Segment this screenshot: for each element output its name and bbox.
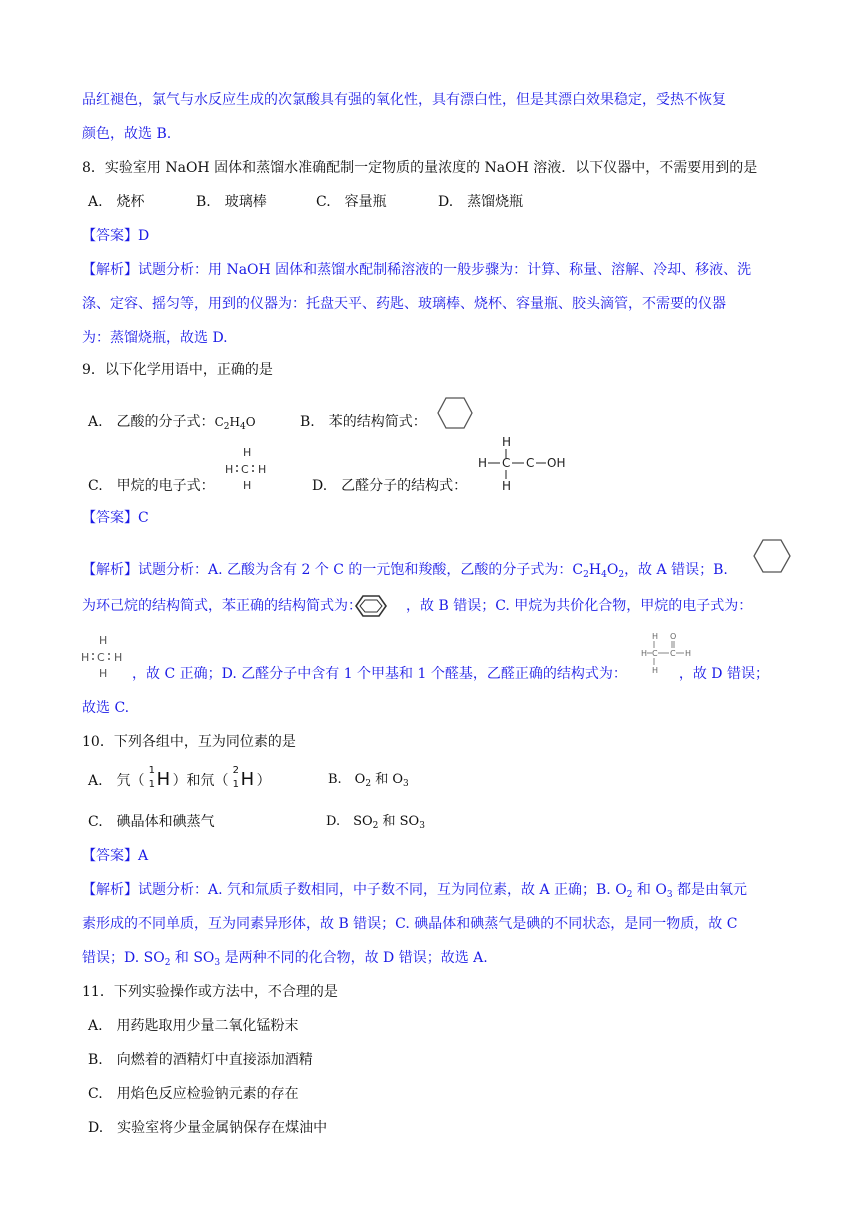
q9-explanation-line: ，故 C 正确；D. 乙醛分子中含有 1 个甲基和 1 个醛基，乙醛正确的结构式为： ，故 D 错误； xyxy=(132,666,769,682)
q9-option-a xyxy=(88,412,256,432)
q8-answer: 【答案】D xyxy=(82,228,150,244)
benzene-icon xyxy=(354,594,388,618)
atom-h: H xyxy=(243,479,252,492)
q11-option-d: D. 实验室将少量金属钠保存在煤油中 xyxy=(88,1120,328,1136)
question-10: 10．下列各组中，互为同位素的是 xyxy=(82,734,296,750)
q10-explanation-line: 【解析】试题分析：A. 氕和氚质子数相同，中子数不同，互为同位素，故 A 正确；B. $O_2$ 和 $O_3$ 都是由氧元 xyxy=(82,882,747,900)
q9-option-a-label: A. 乙酸的分子式： xyxy=(88,414,215,430)
q9-option-c: C. 甲烷的电子式： xyxy=(88,478,215,494)
atom-h: H xyxy=(652,666,659,675)
q10-explanation-line: 素形成的不同单质，互为同素异形体，故 B 错误；C. 碘晶体和碘蒸气是碘的不同状态，是同一物质，故 C xyxy=(82,916,738,932)
acetaldehyde-structural-formula xyxy=(640,630,696,676)
atom-h: H xyxy=(243,446,252,459)
atom-h: H xyxy=(258,463,267,476)
atom-c: C xyxy=(526,456,535,470)
atom-o: O xyxy=(670,632,677,641)
q8-option-d: D. 蒸馏烧瓶 xyxy=(438,194,524,210)
formula: $C_2H_4O$ xyxy=(214,415,256,432)
atom-c: C xyxy=(241,463,249,476)
atom-h: H xyxy=(225,463,234,476)
atom-c: C xyxy=(502,456,511,470)
atom-h: H xyxy=(114,651,123,664)
atom-h: H xyxy=(81,651,90,664)
atom-h: H xyxy=(502,435,512,449)
group-oh: OH xyxy=(547,456,566,470)
q8-explanation-line: 涤、定容、摇匀等，用到的仪器为：托盘天平、药匙、玻璃棒、烧杯、容量瓶、胶头滴管，不需要的仪器 xyxy=(82,296,726,312)
atom-h: H xyxy=(99,667,108,680)
atom-h: H xyxy=(641,649,648,658)
atom-h: H xyxy=(502,479,512,493)
q11-option-a: A. 用药匙取用少量二氧化锰粉末 xyxy=(88,1018,299,1034)
structural-formula-d xyxy=(476,432,570,494)
q9-option-d: D. 乙醛分子的结构式： xyxy=(312,478,468,494)
q11-option-c: C. 用焰色反应检验钠元素的存在 xyxy=(88,1086,299,1102)
q8-option-b: B. 玻璃棒 xyxy=(196,194,267,210)
atom-h: H xyxy=(652,632,659,641)
q10-explanation-line: 错误；D. $SO_2$ 和 $SO_3$ 是两种不同的化合物，故 D 错误；故选 A. xyxy=(82,950,488,968)
q8-option-c: C. 容量瓶 xyxy=(316,194,387,210)
q9-option-b: B. 苯的结构简式： xyxy=(300,414,427,430)
atom-h: H xyxy=(478,456,488,470)
methane-electron-formula xyxy=(224,444,270,492)
methane-electron-formula xyxy=(80,632,126,680)
cyclohexane-icon xyxy=(436,396,474,430)
question-11: 11．下列实验操作或方法中，不合理的是 xyxy=(82,984,338,1000)
q8-explanation-line: 为：蒸馏烧瓶，故选 D. xyxy=(82,330,228,346)
atom-c: C xyxy=(652,649,658,658)
q10-option-b: B. $O_2$ 和 $O_3$ xyxy=(328,772,409,789)
cyclohexane-icon xyxy=(752,538,792,574)
isotope-h1: 1 1 H xyxy=(148,765,171,790)
question-9: 9．以下化学用语中，正确的是 xyxy=(82,362,273,378)
isotope-h2: 2 1 H xyxy=(232,765,255,790)
q11-option-b: B. 向燃着的酒精灯中直接添加酒精 xyxy=(88,1052,313,1068)
atom-c: C xyxy=(670,649,676,658)
question-8: 8．实验室用 NaOH 固体和蒸馏水准确配制一定物质的量浓度的 NaOH 溶液．以下仪器中，不需要用到的是 xyxy=(82,160,758,176)
atom-h: H xyxy=(99,634,108,647)
atom-h: H xyxy=(685,649,692,658)
q9-explanation-line: 故选 C. xyxy=(82,700,130,716)
q10-option-d: D. $SO_2$ 和 $SO_3$ xyxy=(326,814,425,831)
q9-explanation-line: 【解析】试题分析：A. 乙酸为含有 2 个 C 的一元饱和羧酸，乙酸的分子式为：$C_2H_4O_2$，故 A 错误；B. xyxy=(82,562,728,580)
q9-explanation-line: 为环己烷的结构简式，苯正确的结构简式为： ，故 B 错误；C. 甲烷为共价化合物，甲烷的电子式为： xyxy=(82,598,753,614)
explanation-line: 颜色，故选 B. xyxy=(82,126,172,142)
q10-option-a: A. 氕（ 1 1 H ）和氘（ 2 1 H ） xyxy=(88,766,271,796)
atom-c: C xyxy=(97,651,105,664)
q8-option-a: A. 烧杯 xyxy=(88,194,145,210)
explanation-line: 品红褪色，氯气与水反应生成的次氯酸具有强的氧化性，具有漂白性，但是其漂白效果稳定，受热不恢复 xyxy=(82,92,726,108)
q9-answer: 【答案】C xyxy=(82,510,149,526)
q10-option-c: C. 碘晶体和碘蒸气 xyxy=(88,814,215,830)
q8-explanation-line: 【解析】试题分析：用 NaOH 固体和蒸馏水配制稀溶液的一般步骤为：计算、称量、溶解、冷却、移液、洗 xyxy=(82,262,752,278)
q10-answer: 【答案】A xyxy=(82,848,149,864)
